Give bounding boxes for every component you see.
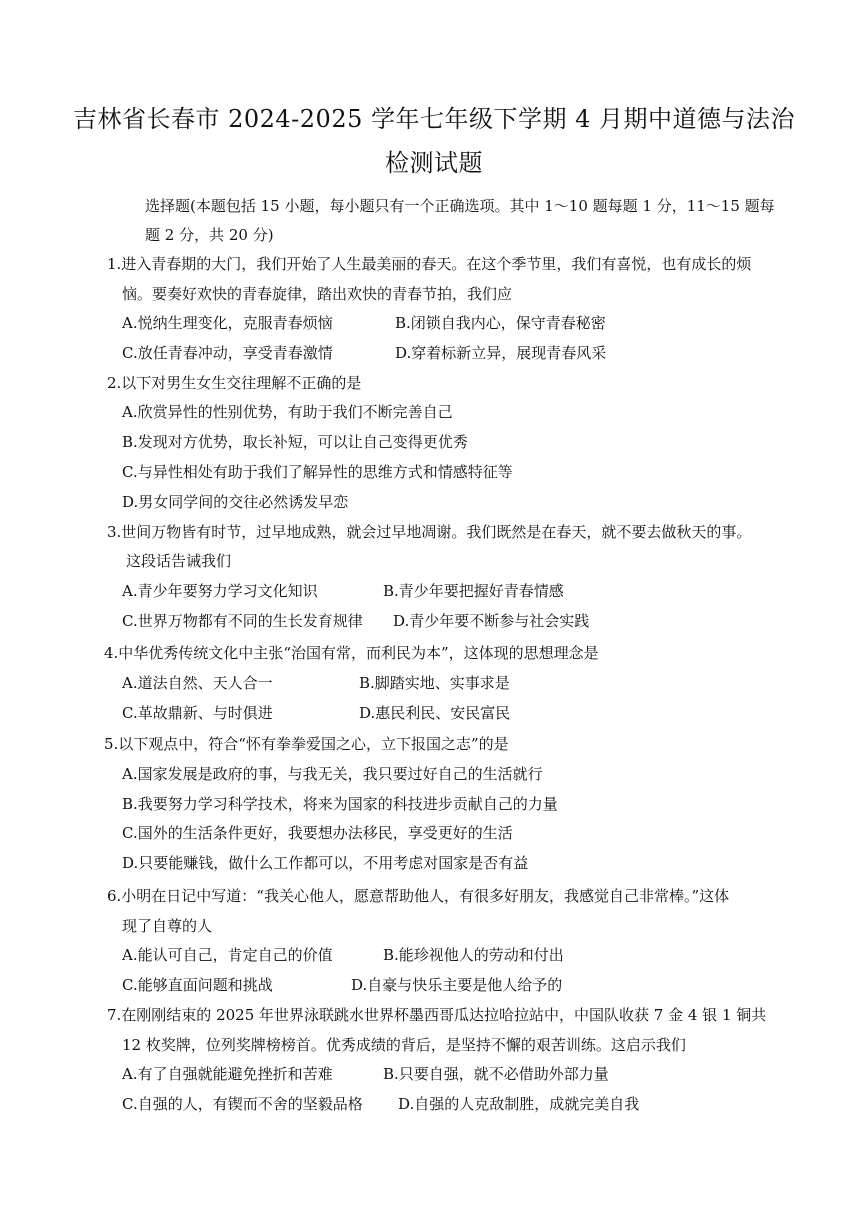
question-6-stem-line-2: 现了自尊的人 — [122, 917, 213, 935]
question-4-option-a: A.道法自然、天人合一 — [122, 674, 273, 692]
question-7-stem-line-2: 12 枚奖牌，位列奖牌榜榜首。优秀成绩的背后，是坚持不懈的艰苦训练。这启示我们 — [122, 1036, 686, 1054]
question-2-stem-line-1: 2.以下对男生女生交往理解不正确的是 — [107, 374, 362, 392]
exam-title-line-2: 检测试题 — [385, 149, 483, 177]
question-3-option-b: B.青少年要把握好青春情感 — [383, 582, 564, 600]
question-1-option-d: D.穿着标新立异，展现青春风采 — [395, 344, 607, 362]
question-3-option-d: D.青少年要不断参与社会实践 — [393, 612, 590, 630]
question-1-stem-line-1: 1.进入青春期的大门，我们开始了人生最美丽的春天。在这个季节里，我们有喜悦，也有成长的烦 — [107, 255, 752, 273]
question-3-stem-line-2: 这段话告诫我们 — [126, 552, 232, 570]
question-3-option-a: A.青少年要努力学习文化知识 — [122, 582, 318, 600]
question-1-option-c: C.放任青春冲动，享受青春激情 — [122, 344, 333, 362]
question-7-option-a: A.有了自强就能避免挫折和苦难 — [122, 1065, 333, 1083]
question-6-option-d: D.自豪与快乐主要是他人给予的 — [351, 976, 563, 994]
exam-title-line-1: 吉林省长春市 2024-2025 学年七年级下学期 4 月期中道德与法治 — [72, 105, 796, 133]
question-6-option-c: C.能够直面问题和挑战 — [122, 976, 273, 994]
question-2-option-a: A.欣赏异性的性别优势，有助于我们不断完善自己 — [122, 403, 453, 421]
question-7-option-d: D.自强的人克敌制胜，成就完美自我 — [398, 1095, 640, 1113]
question-6-option-b: B.能珍视他人的劳动和付出 — [383, 946, 564, 964]
question-7-stem-line-1: 7.在刚刚结束的 2025 年世界泳联跳水世界杯墨西哥瓜达拉哈拉站中，中国队收获 7 金 4 银 1 铜共 — [107, 1006, 767, 1024]
question-7-option-b: B.只要自强，就不必借助外部力量 — [383, 1065, 609, 1083]
question-5-option-d: D.只要能赚钱，做什么工作都可以，不用考虑对国家是否有益 — [122, 854, 529, 872]
question-4-stem-line-1: 4.中华优秀传统文化中主张“治国有常，而利民为本”，这体现的思想理念是 — [104, 644, 599, 662]
question-1-stem-line-2: 恼。要奏好欢快的青春旋律，踏出欢快的青春节拍，我们应 — [122, 285, 513, 303]
question-3-stem-line-1: 3.世间万物皆有时节，过早地成熟，就会过早地凋谢。我们既然是在春天，就不要去做秋天的事。 — [107, 523, 752, 541]
section-intro-line-2: 题 2 分，共 20 分) — [145, 226, 274, 244]
question-3-option-c: C.世界万物都有不同的生长发育规律 — [122, 612, 363, 630]
question-6-stem-line-1: 6.小明在日记中写道：“我关心他人，愿意帮助他人，有很多好朋友，我感觉自己非常棒。”这体 — [107, 887, 730, 905]
question-5-option-b: B.我要努力学习科学技术，将来为国家的科技进步贡献自己的力量 — [122, 795, 558, 813]
question-2-option-b: B.发现对方优势，取长补短，可以让自己变得更优秀 — [122, 433, 468, 451]
question-6-option-a: A.能认可自己，肯定自己的价值 — [122, 946, 333, 964]
question-2-option-c: C.与异性相处有助于我们了解异性的思维方式和情感特征等 — [122, 463, 513, 481]
question-4-option-b: B.脚踏实地、实事求是 — [359, 674, 510, 692]
question-4-option-d: D.惠民利民、安民富民 — [359, 704, 511, 722]
question-7-option-c: C.自强的人，有锲而不舍的坚毅品格 — [122, 1095, 363, 1113]
question-5-option-a: A.国家发展是政府的事，与我无关，我只要过好自己的生活就行 — [122, 765, 543, 783]
question-5-option-c: C.国外的生活条件更好，我要想办法移民，享受更好的生活 — [122, 824, 513, 842]
question-4-option-c: C.革故鼎新、与时俱进 — [122, 704, 273, 722]
question-5-stem-line-1: 5.以下观点中，符合“怀有拳拳爱国之心，立下报国之志”的是 — [104, 735, 509, 753]
section-intro-line-1: 选择题(本题包括 15 小题，每小题只有一个正确选项。其中 1～10 题每题 1 分，11～15 题每 — [145, 197, 775, 215]
question-2-option-d: D.男女同学间的交往必然诱发早恋 — [122, 493, 349, 511]
question-1-option-a: A.悦纳生理变化，克服青春烦恼 — [122, 314, 333, 332]
question-1-option-b: B.闭锁自我内心，保守青春秘密 — [395, 314, 606, 332]
